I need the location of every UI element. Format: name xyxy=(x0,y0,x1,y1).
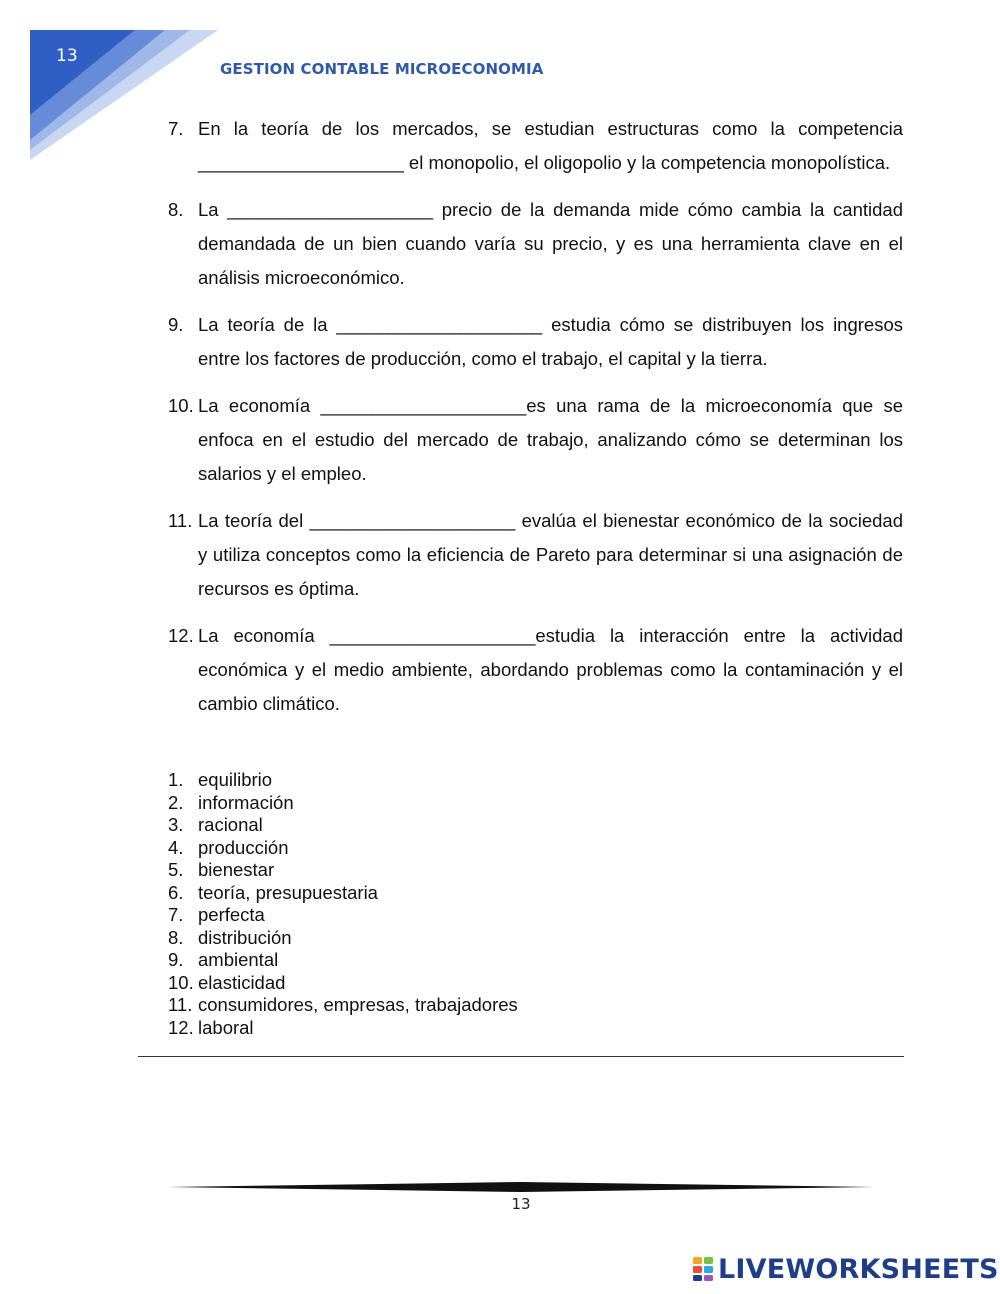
question-number: 11. xyxy=(168,510,193,531)
answer-text: equilibrio xyxy=(198,769,273,790)
answer-text: información xyxy=(198,791,294,813)
answer-text: elasticidad xyxy=(198,971,286,993)
question-item xyxy=(168,193,903,295)
footer-line xyxy=(168,1180,874,1194)
question-number: 12. xyxy=(168,625,194,646)
question-text: La economía ____________________estudia la interacción entre la actividad económica y el medio ambiente, abordando problemas como la contaminación y el cambio climático. xyxy=(198,625,903,714)
answer-item xyxy=(168,949,768,972)
answer-item xyxy=(168,882,768,905)
answer-text: consumidores, empresas, trabajadores xyxy=(198,994,518,1015)
answer-item xyxy=(168,792,768,815)
answer-number: 4. xyxy=(168,836,184,858)
answer-text: laboral xyxy=(198,1016,254,1038)
answer-text: racional xyxy=(198,814,263,835)
answer-item xyxy=(168,994,768,1017)
question-item xyxy=(168,112,903,180)
answer-number: 2. xyxy=(168,791,184,813)
header-page-number: 13 xyxy=(56,46,78,66)
question-item xyxy=(168,308,903,376)
answer-number: 11. xyxy=(168,994,193,1015)
answer-item xyxy=(168,859,768,882)
liveworksheets-logo-text: LIVEWORKSHEETS xyxy=(718,1253,999,1285)
question-text: La economía ____________________es una rama de la microeconomía que se enfoca en el estudio del mercado de trabajo, analizando cómo se determinan los salarios y el empleo. xyxy=(198,395,903,484)
answer-number: 6. xyxy=(168,881,184,903)
answer-number: 1. xyxy=(168,769,184,790)
answer-text: bienestar xyxy=(198,859,275,880)
answer-number: 8. xyxy=(168,926,184,948)
answer-text: producción xyxy=(198,836,289,858)
liveworksheets-logo xyxy=(692,1254,999,1284)
answer-item xyxy=(168,837,768,860)
answer-text: ambiental xyxy=(198,949,279,970)
question-number: 10. xyxy=(168,395,194,416)
question-item xyxy=(168,504,903,606)
answer-item xyxy=(168,972,768,995)
answer-item xyxy=(168,1017,768,1040)
question-text: La ____________________ precio de la demanda mide cómo cambia la cantidad demandada de un bien cuando varía su precio, y es una herramienta clave en el análisis microeconómico. xyxy=(198,199,903,288)
question-text: La teoría de la ____________________ estudia cómo se distribuyen los ingresos entre los factores de producción, como el trabajo, el capital y la tierra. xyxy=(198,314,903,369)
question-text: En la teoría de los mercados, se estudian estructuras como la competencia ____________________ el monopolio, el oligopolio y la competencia monopolística. xyxy=(198,118,903,173)
question-list xyxy=(168,112,903,734)
answer-text: teoría, presupuestaria xyxy=(198,881,378,903)
question-number: 7. xyxy=(168,118,184,139)
footer-page-number: 13 xyxy=(511,1195,531,1213)
question-number: 8. xyxy=(168,199,184,220)
question-number: 9. xyxy=(168,314,184,335)
answer-item xyxy=(168,927,768,950)
answer-number: 5. xyxy=(168,859,184,880)
liveworksheets-icon xyxy=(692,1256,714,1282)
answer-number: 12. xyxy=(168,1016,194,1038)
answer-bank xyxy=(168,769,768,1039)
answer-item xyxy=(168,904,768,927)
answer-item xyxy=(168,769,768,792)
question-item xyxy=(168,389,903,491)
answer-item xyxy=(168,814,768,837)
answer-number: 9. xyxy=(168,949,184,970)
answer-number: 3. xyxy=(168,814,184,835)
answer-text: perfecta xyxy=(198,904,265,925)
question-text: La teoría del ____________________ evalúa el bienestar económico de la sociedad y utiliza conceptos como la eficiencia de Pareto para determinar si una asignación de recursos es óptima. xyxy=(198,510,903,599)
answer-text: distribución xyxy=(198,926,292,948)
answer-number: 7. xyxy=(168,904,184,925)
content-divider xyxy=(138,1056,904,1057)
question-item xyxy=(168,619,903,721)
header-title: GESTION CONTABLE MICROECONOMIA xyxy=(220,60,544,78)
answer-number: 10. xyxy=(168,971,194,993)
